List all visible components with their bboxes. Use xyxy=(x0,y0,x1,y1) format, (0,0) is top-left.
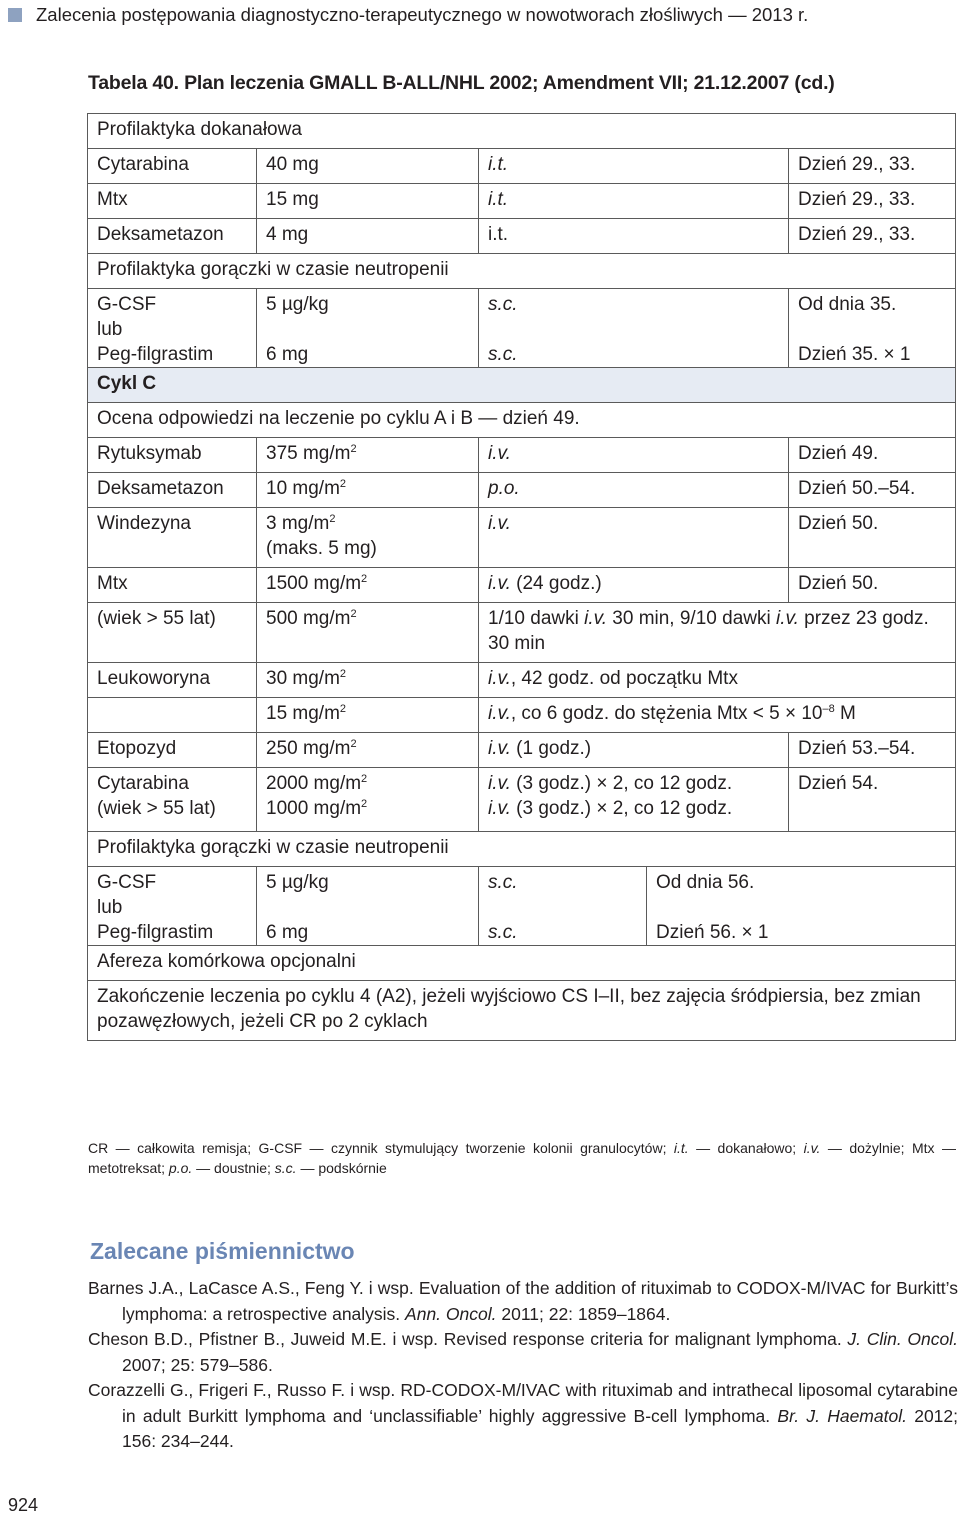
day-cell: Dzień 50. xyxy=(789,508,956,568)
drug-cell: Mtx xyxy=(88,184,257,219)
route-detail: M xyxy=(834,703,856,724)
route-cell xyxy=(479,768,789,832)
drug-cell: Rytuksymab xyxy=(88,438,257,473)
table-row xyxy=(88,663,956,698)
table-row xyxy=(88,603,956,663)
dose-cell xyxy=(257,733,479,768)
dose-cell xyxy=(257,508,479,568)
route-abbrev: i.v. xyxy=(488,668,511,689)
superscript: 2 xyxy=(339,703,347,715)
superscript: 2 xyxy=(329,513,336,525)
route-value: s.c. xyxy=(488,872,518,893)
superscript: 2 xyxy=(350,443,357,455)
route-cell xyxy=(479,663,956,698)
drug-cell: Leukoworyna xyxy=(88,663,257,698)
route-detail: 1/10 dawki xyxy=(488,608,585,629)
route-detail: przez 23 godz. 30 min xyxy=(488,608,929,654)
superscript: 2 xyxy=(339,478,347,490)
reference-item: Barnes J.A., LaCasce A.S., Feng Y. i wsp. Evaluation of the addition of rituximab to CODOX-M/IVAC for Burkitt’s lymphoma: a retrospective analysis. Ann. Oncol. 2011; 22: 1859–1864. xyxy=(88,1278,958,1324)
table-row xyxy=(88,867,956,946)
section-label: Ocena odpowiedzi na leczenie po cyklu A i B — dzień 49. xyxy=(88,403,956,438)
drug-name: G-CSF xyxy=(97,872,157,893)
table-row xyxy=(88,473,956,508)
route-cell: p.o. xyxy=(479,473,789,508)
references-heading: Zalecane piśmiennictwo xyxy=(90,1238,355,1264)
superscript: 2 xyxy=(350,738,357,750)
route-abbrev: i.v. xyxy=(488,573,511,594)
dose-cell: 15 mg xyxy=(257,184,479,219)
day-cell: Dzień 29., 33. xyxy=(789,219,956,254)
section-label: Afereza komórkowa opcjonalni xyxy=(88,946,956,981)
dose-value: 3 mg/m xyxy=(266,513,330,534)
reference-item: Cheson B.D., Pfistner B., Juweid M.E. i wsp. Revised response criteria for malignant lymphoma. J. Clin. Oncol. 2007; 25: 579–586. xyxy=(88,1329,958,1375)
drug-cell: Deksametazon xyxy=(88,473,257,508)
dose-cell xyxy=(257,568,479,603)
drug-name: G-CSF xyxy=(97,294,157,315)
superscript: 2 xyxy=(350,608,357,620)
reference-item: Corazzelli G., Frigeri F., Russo F. i wsp. RD-CODOX-M/IVAC with rituximab and intrathecal liposomal cytarabine in adult Burkitt lymphoma and ‘unclassifiable’ highly aggressive B-cell lymphoma. Br. J. Haematol. 2012; 156: 234–244. xyxy=(88,1380,959,1451)
table-row xyxy=(88,403,956,438)
route-abbrev: i.v. xyxy=(488,798,511,819)
route-detail: , 42 godz. od początku Mtx xyxy=(510,668,738,689)
route-abbrev: i.v. xyxy=(488,773,511,794)
drug-cell: Windezyna xyxy=(88,508,257,568)
table-row xyxy=(88,832,956,867)
drug-name: Cytarabina xyxy=(97,773,189,794)
route-cell xyxy=(479,698,956,733)
route-abbrev: i.v. xyxy=(488,703,511,724)
dose-cell: 4 mg xyxy=(257,219,479,254)
day-cell: Dzień 50.–54. xyxy=(789,473,956,508)
route-cell xyxy=(479,867,647,946)
or-label: lub xyxy=(97,897,123,918)
page-number: 924 xyxy=(8,1495,39,1515)
dose-cell xyxy=(257,867,479,946)
table-row xyxy=(88,254,956,289)
route-detail: (3 godz.) × 2, co 12 godz. xyxy=(510,773,733,794)
route-detail: (3 godz.) × 2, co 12 godz. xyxy=(510,798,733,819)
dose-cell xyxy=(257,768,479,832)
drug-cell: Cytarabina xyxy=(88,149,257,184)
route-cell xyxy=(479,289,789,368)
dose-value: 10 mg/m xyxy=(266,478,340,499)
route-value: s.c. xyxy=(488,344,518,365)
dose-value: 5 µg/kg xyxy=(266,872,329,893)
drug-name: (wiek > 55 lat) xyxy=(97,798,216,819)
route-abbrev: i.v. xyxy=(584,608,607,629)
dose-cell xyxy=(257,698,479,733)
drug-cell: Mtx xyxy=(88,568,257,603)
table-row xyxy=(88,768,956,832)
superscript: –8 xyxy=(822,703,835,715)
dose-value: 30 mg/m xyxy=(266,668,340,689)
dose-value: 1000 mg/m xyxy=(266,798,362,819)
table-row xyxy=(88,733,956,768)
day-value: Od dnia 35. xyxy=(798,294,897,315)
day-value: Od dnia 56. xyxy=(656,872,755,893)
references-list xyxy=(88,1276,958,1455)
dose-value: 500 mg/m xyxy=(266,608,351,629)
dose-value: 250 mg/m xyxy=(266,738,351,759)
drug-name: Peg-filgrastim xyxy=(97,344,214,365)
drug-cell: Deksametazon xyxy=(88,219,257,254)
day-cell: Dzień 29., 33. xyxy=(789,149,956,184)
dose-value: 6 mg xyxy=(266,922,309,943)
dose-cell xyxy=(257,603,479,663)
dose-value: 5 µg/kg xyxy=(266,294,329,315)
day-cell: Dzień 53.–54. xyxy=(789,733,956,768)
header-square-icon xyxy=(8,8,22,22)
dose-cell xyxy=(257,473,479,508)
drug-cell xyxy=(88,698,257,733)
drug-cell xyxy=(88,768,257,832)
drug-cell: Etopozyd xyxy=(88,733,257,768)
route-cell: i.t. xyxy=(479,184,789,219)
table-title: Tabela 40. Plan leczenia GMALL B-ALL/NHL 2002; Amendment VII; 21.12.2007 (cd.) xyxy=(88,72,835,94)
dose-value: 1500 mg/m xyxy=(266,573,362,594)
section-label: Profilaktyka gorączki w czasie neutropenii xyxy=(88,254,956,289)
drug-cell xyxy=(88,867,257,946)
day-value: Dzień 56. × 1 xyxy=(656,922,769,943)
route-cell xyxy=(479,733,789,768)
day-cell xyxy=(647,867,956,946)
route-cell: i.t. xyxy=(479,149,789,184)
route-cell: i.v. xyxy=(479,508,789,568)
cycle-heading: Cykl C xyxy=(88,368,956,403)
table-row xyxy=(88,568,956,603)
route-detail: 30 min, 9/10 dawki xyxy=(607,608,776,629)
route-cell: i.t. xyxy=(479,219,789,254)
dose-note: (maks. 5 mg) xyxy=(266,538,377,559)
table-row xyxy=(88,184,956,219)
table-row xyxy=(88,946,956,981)
dose-value: 375 mg/m xyxy=(266,443,351,464)
route-value: s.c. xyxy=(488,922,518,943)
dose-value: 6 mg xyxy=(266,344,309,365)
table-row xyxy=(88,289,956,368)
dose-cell xyxy=(257,663,479,698)
dose-cell xyxy=(257,289,479,368)
section-label: Profilaktyka dokanałowa xyxy=(88,114,956,149)
drug-cell xyxy=(88,289,257,368)
route-value: s.c. xyxy=(488,294,518,315)
route-cell: i.v. xyxy=(479,438,789,473)
table-row xyxy=(88,981,956,1041)
table-row xyxy=(88,508,956,568)
route-abbrev: i.v. xyxy=(488,738,511,759)
route-detail: , co 6 godz. do stężenia Mtx < 5 × 10 xyxy=(510,703,823,724)
or-label: lub xyxy=(97,319,123,340)
drug-name: Peg-filgrastim xyxy=(97,922,214,943)
day-cell: Dzień 54. xyxy=(789,768,956,832)
route-cell xyxy=(479,568,789,603)
table-row xyxy=(88,219,956,254)
day-cell: Dzień 29., 33. xyxy=(789,184,956,219)
section-label: Profilaktyka gorączki w czasie neutropenii xyxy=(88,832,956,867)
day-cell: Dzień 49. xyxy=(789,438,956,473)
table-footnote: CR — całkowita remisja; G-CSF — czynnik stymulujący tworzenie kolonii granulocytów; i.t. — dokanałowo; i.v. — dożylnie; Mtx — metotreksat; p.o. — doustnie; s.c. — podskórnie xyxy=(88,1140,956,1176)
superscript: 2 xyxy=(361,773,368,785)
route-cell xyxy=(479,603,956,663)
superscript: 2 xyxy=(339,668,347,680)
table-row xyxy=(88,438,956,473)
superscript: 2 xyxy=(361,573,368,585)
table-row xyxy=(88,698,956,733)
dose-value: 15 mg/m xyxy=(266,703,340,724)
route-detail: (24 godz.) xyxy=(510,573,602,594)
running-title: Zalecenia postępowania diagnostyczno-terapeutycznego w nowotworach złośliwych — 2013 r. xyxy=(36,4,809,25)
day-value: Dzień 35. × 1 xyxy=(798,344,911,365)
table-row xyxy=(88,149,956,184)
table-row xyxy=(88,114,956,149)
day-cell xyxy=(789,289,956,368)
route-detail: (1 godz.) xyxy=(510,738,592,759)
closing-note: Zakończenie leczenia po cyklu 4 (A2), jeżeli wyjściowo CS I–II, bez zajęcia śródpiersia, bez zmian pozawęzłowych, jeżeli CR po 2 cyklach xyxy=(88,981,956,1041)
drug-cell: (wiek > 55 lat) xyxy=(88,603,257,663)
table-row xyxy=(88,368,956,403)
day-cell: Dzień 50. xyxy=(789,568,956,603)
running-header xyxy=(8,4,808,26)
treatment-plan-table xyxy=(87,113,956,1041)
superscript: 2 xyxy=(361,798,368,810)
dose-value: 2000 mg/m xyxy=(266,773,362,794)
route-abbrev: i.v. xyxy=(775,608,799,629)
dose-cell: 40 mg xyxy=(257,149,479,184)
dose-cell xyxy=(257,438,479,473)
